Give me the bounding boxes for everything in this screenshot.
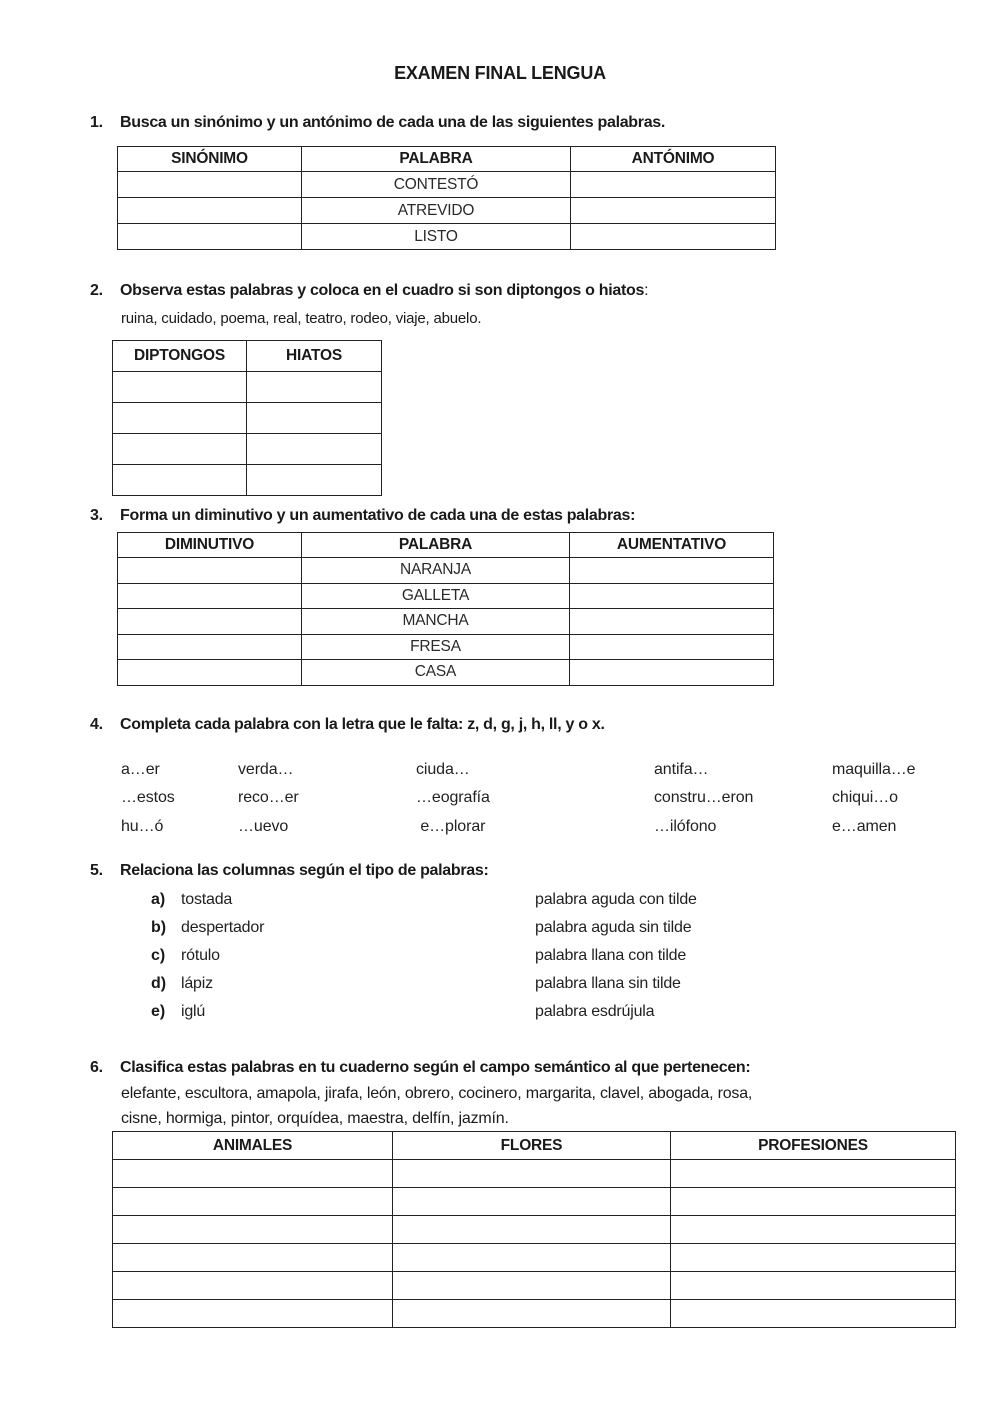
header-diphthongs: DIPTONGOS bbox=[113, 341, 247, 372]
item-word: iglú bbox=[181, 1003, 206, 1020]
word-item: hu…ó bbox=[121, 818, 164, 835]
synonym-answer-cell[interactable] bbox=[118, 198, 302, 224]
hiatus-answer-cell[interactable] bbox=[247, 372, 382, 403]
word-item: e…amen bbox=[832, 818, 897, 835]
table-row bbox=[113, 1216, 956, 1244]
header-diminutive: DIMINUTIVO bbox=[118, 533, 302, 558]
diphthong-answer-cell[interactable] bbox=[113, 372, 247, 403]
word-item: antifa… bbox=[654, 761, 709, 778]
semantic-field-table bbox=[112, 1131, 956, 1328]
item-type: palabra aguda con tilde bbox=[535, 891, 697, 908]
flowers-answer-cell[interactable] bbox=[393, 1160, 671, 1188]
item-word: rótulo bbox=[181, 947, 220, 964]
question-2-heading bbox=[90, 282, 648, 300]
question-number: 6. bbox=[90, 1059, 103, 1076]
flowers-answer-cell[interactable] bbox=[393, 1300, 671, 1328]
diminutive-augmentative-table bbox=[117, 532, 774, 686]
word-item: …eografía bbox=[416, 789, 490, 806]
word-cell: GALLETA bbox=[302, 583, 570, 609]
item-letter: a) bbox=[151, 891, 166, 908]
synonym-antonym-table bbox=[117, 146, 776, 250]
item-word: tostada bbox=[181, 891, 233, 908]
item-type: palabra aguda sin tilde bbox=[535, 919, 692, 936]
word-cell: ATREVIDO bbox=[302, 198, 571, 224]
animals-answer-cell[interactable] bbox=[113, 1188, 393, 1216]
word-item: …ilófono bbox=[654, 818, 717, 835]
table-row bbox=[113, 403, 382, 434]
professions-answer-cell[interactable] bbox=[671, 1188, 956, 1216]
item-letter: b) bbox=[151, 919, 167, 936]
question-text: Forma un diminutivo y un aumentativo de cada una de estas palabras: bbox=[120, 507, 636, 524]
item-type: palabra llana sin tilde bbox=[535, 975, 681, 992]
table-row bbox=[118, 172, 776, 198]
antonym-answer-cell[interactable] bbox=[571, 198, 776, 224]
word-item: …estos bbox=[121, 789, 175, 806]
question-text: Observa estas palabras y coloca en el cuadro si son diptongos o hiatos bbox=[120, 282, 645, 299]
question-text: Clasifica estas palabras en tu cuaderno según el campo semántico al que pertenecen: bbox=[120, 1059, 751, 1076]
word-cell: FRESA bbox=[302, 634, 570, 660]
word-cell: CONTESTÓ bbox=[302, 172, 571, 198]
table-header-row bbox=[118, 533, 774, 558]
augmentative-answer-cell[interactable] bbox=[570, 558, 774, 584]
item-letter: c) bbox=[151, 947, 166, 964]
animals-answer-cell[interactable] bbox=[113, 1272, 393, 1300]
table-header-row bbox=[113, 341, 382, 372]
word-item: verda… bbox=[238, 761, 294, 778]
header-hiatus: HIATOS bbox=[247, 341, 382, 372]
word-item: reco…er bbox=[238, 789, 299, 806]
table-row bbox=[118, 660, 774, 686]
table-row bbox=[118, 198, 776, 224]
word-list-line-2: cisne, hormiga, pintor, orquídea, maestra, delfín, jazmín. bbox=[121, 1110, 509, 1127]
hiatus-answer-cell[interactable] bbox=[247, 403, 382, 434]
question-number: 3. bbox=[90, 507, 103, 524]
item-word: despertador bbox=[181, 919, 265, 936]
item-type: palabra llana con tilde bbox=[535, 947, 687, 964]
augmentative-answer-cell[interactable] bbox=[570, 609, 774, 635]
professions-answer-cell[interactable] bbox=[671, 1244, 956, 1272]
table-row bbox=[113, 1244, 956, 1272]
table-row bbox=[113, 1160, 956, 1188]
header-antonym: ANTÓNIMO bbox=[571, 147, 776, 172]
word-cell: CASA bbox=[302, 660, 570, 686]
antonym-answer-cell[interactable] bbox=[571, 172, 776, 198]
question-number: 4. bbox=[90, 716, 103, 733]
item-letter: e) bbox=[151, 1003, 166, 1020]
animals-answer-cell[interactable] bbox=[113, 1244, 393, 1272]
word-item: …uevo bbox=[238, 818, 289, 835]
professions-answer-cell[interactable] bbox=[671, 1216, 956, 1244]
question-1-heading bbox=[90, 114, 665, 132]
page-title: EXAMEN FINAL LENGUA bbox=[394, 63, 606, 83]
question-number: 5. bbox=[90, 862, 103, 879]
item-letter: d) bbox=[151, 975, 167, 992]
diminutive-answer-cell[interactable] bbox=[118, 634, 302, 660]
question-text: Completa cada palabra con la letra que le falta: z, d, g, j, h, ll, y o x. bbox=[120, 716, 605, 733]
item-type: palabra esdrújula bbox=[535, 1003, 655, 1020]
header-animals: ANIMALES bbox=[113, 1132, 393, 1160]
flowers-answer-cell[interactable] bbox=[393, 1272, 671, 1300]
animals-answer-cell[interactable] bbox=[113, 1216, 393, 1244]
question-number: 2. bbox=[90, 282, 103, 299]
question-text: Busca un sinónimo y un antónimo de cada una de las siguientes palabras. bbox=[120, 114, 666, 131]
table-row bbox=[113, 1300, 956, 1328]
question-suffix: : bbox=[644, 282, 649, 299]
professions-answer-cell[interactable] bbox=[671, 1300, 956, 1328]
flowers-answer-cell[interactable] bbox=[393, 1244, 671, 1272]
diphthong-answer-cell[interactable] bbox=[113, 403, 247, 434]
augmentative-answer-cell[interactable] bbox=[570, 583, 774, 609]
table-row bbox=[113, 372, 382, 403]
header-flowers: FLORES bbox=[393, 1132, 671, 1160]
header-word: PALABRA bbox=[302, 147, 571, 172]
diphthong-hiatus-table bbox=[112, 340, 382, 496]
flowers-answer-cell[interactable] bbox=[393, 1188, 671, 1216]
table-row bbox=[113, 1188, 956, 1216]
word-item: a…er bbox=[121, 761, 160, 778]
header-synonym: SINÓNIMO bbox=[118, 147, 302, 172]
item-word: lápiz bbox=[181, 975, 213, 992]
question-6-heading bbox=[90, 1059, 750, 1077]
word-item: ciuda… bbox=[416, 761, 470, 778]
word-item: constru…eron bbox=[654, 789, 754, 806]
diminutive-answer-cell[interactable] bbox=[118, 609, 302, 635]
diphthong-answer-cell[interactable] bbox=[113, 434, 247, 465]
table-row bbox=[118, 583, 774, 609]
word-list-line-1: elefante, escultora, amapola, jirafa, león, obrero, cocinero, margarita, clavel, abogada, rosa, bbox=[121, 1085, 753, 1102]
synonym-answer-cell[interactable] bbox=[118, 224, 302, 250]
word-cell: MANCHA bbox=[302, 609, 570, 635]
diminutive-answer-cell[interactable] bbox=[118, 583, 302, 609]
animals-answer-cell[interactable] bbox=[113, 1300, 393, 1328]
diphthong-answer-cell[interactable] bbox=[113, 465, 247, 496]
word-item: maquilla…e bbox=[832, 761, 916, 778]
professions-answer-cell[interactable] bbox=[671, 1160, 956, 1188]
header-augmentative: AUMENTATIVO bbox=[570, 533, 774, 558]
header-word: PALABRA bbox=[302, 533, 570, 558]
professions-answer-cell[interactable] bbox=[671, 1272, 956, 1300]
table-row bbox=[118, 634, 774, 660]
antonym-answer-cell[interactable] bbox=[571, 224, 776, 250]
table-row bbox=[113, 434, 382, 465]
synonym-answer-cell[interactable] bbox=[118, 172, 302, 198]
table-row bbox=[118, 558, 774, 584]
augmentative-answer-cell[interactable] bbox=[570, 634, 774, 660]
word-list: ruina, cuidado, poema, real, teatro, rodeo, viaje, abuelo. bbox=[121, 310, 482, 327]
table-row bbox=[118, 224, 776, 250]
table-row bbox=[113, 1272, 956, 1300]
diminutive-answer-cell[interactable] bbox=[118, 558, 302, 584]
hiatus-answer-cell[interactable] bbox=[247, 465, 382, 496]
augmentative-answer-cell[interactable] bbox=[570, 660, 774, 686]
hiatus-answer-cell[interactable] bbox=[247, 434, 382, 465]
table-row bbox=[113, 465, 382, 496]
header-professions: PROFESIONES bbox=[671, 1132, 956, 1160]
table-header-row bbox=[113, 1132, 956, 1160]
word-item: chiqui…o bbox=[832, 789, 898, 806]
diminutive-answer-cell[interactable] bbox=[118, 660, 302, 686]
word-item: e…plorar bbox=[416, 818, 486, 835]
question-text: Relaciona las columnas según el tipo de palabras: bbox=[120, 862, 489, 879]
table-header-row bbox=[118, 147, 776, 172]
animals-answer-cell[interactable] bbox=[113, 1160, 393, 1188]
question-5-heading bbox=[90, 862, 489, 880]
question-3-heading bbox=[90, 507, 635, 525]
word-cell: NARANJA bbox=[302, 558, 570, 584]
question-number: 1. bbox=[90, 114, 103, 131]
word-cell: LISTO bbox=[302, 224, 571, 250]
table-row bbox=[118, 609, 774, 635]
flowers-answer-cell[interactable] bbox=[393, 1216, 671, 1244]
question-4-heading bbox=[90, 716, 605, 734]
